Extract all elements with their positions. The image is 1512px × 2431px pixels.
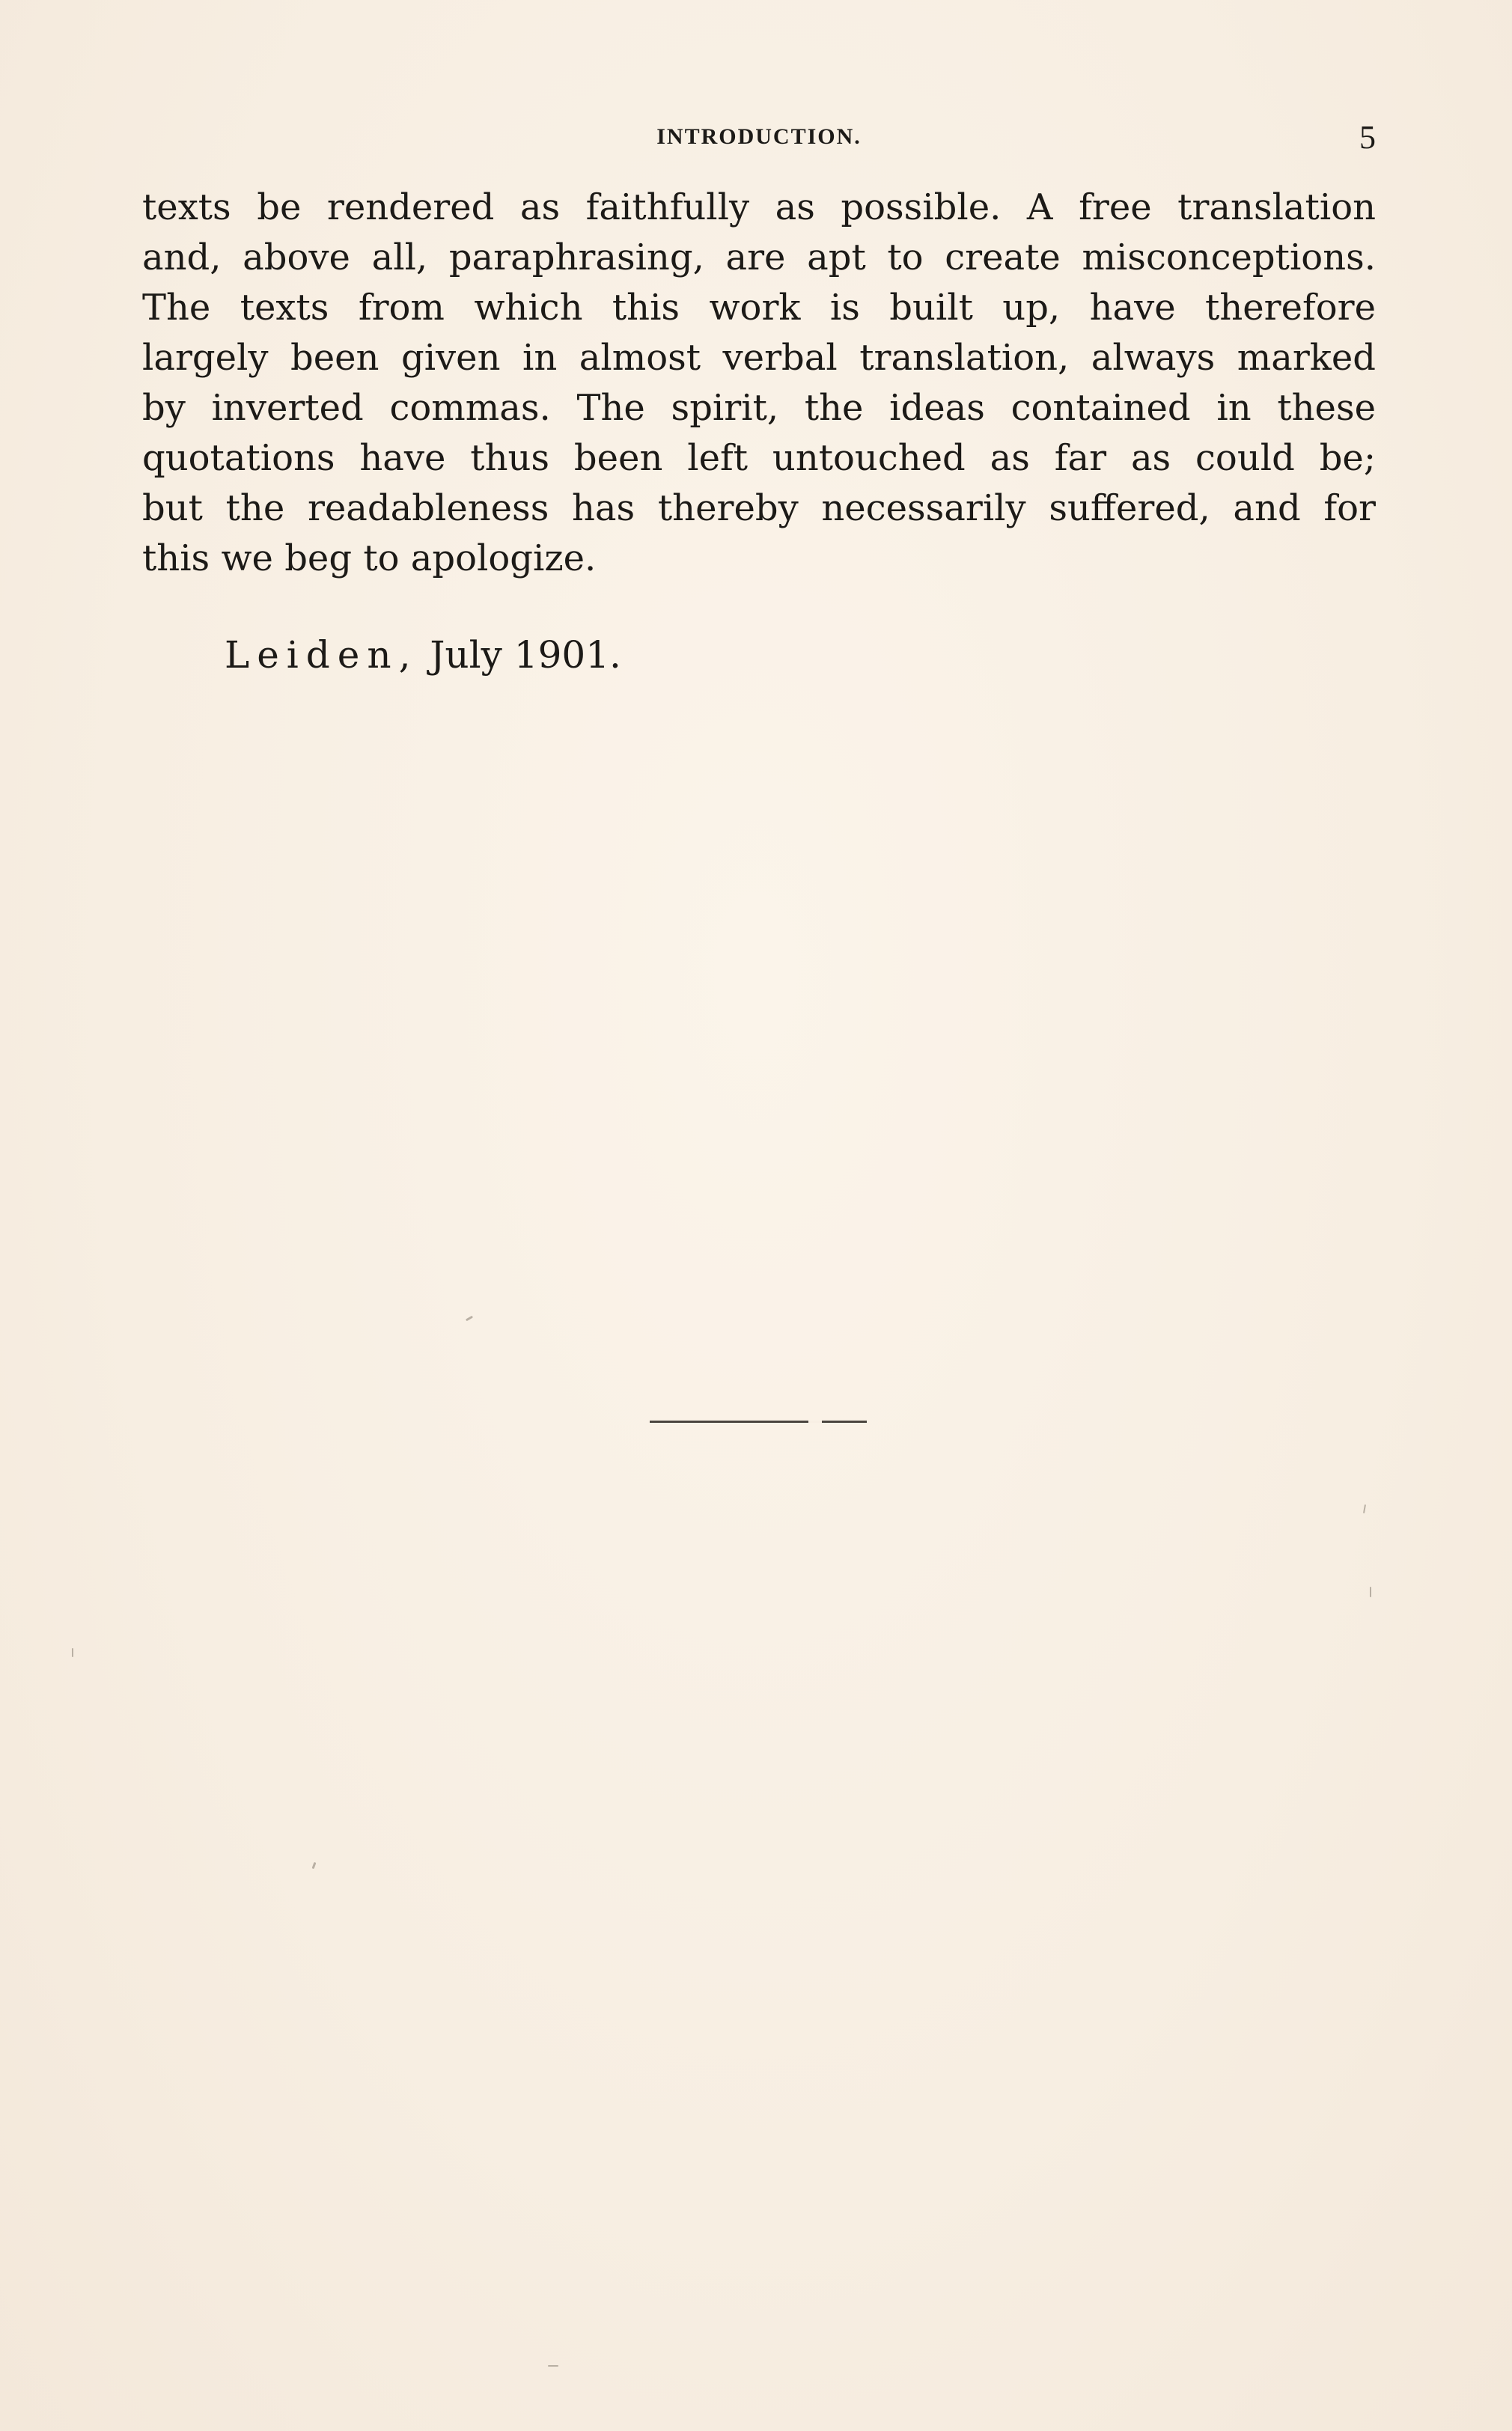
text-line: and, above all, paraphrasing, are apt to create misconceptions. [142, 237, 1376, 278]
paper-speck [312, 1862, 317, 1869]
text-line: this we beg to apologize. [142, 537, 597, 579]
signature-place: Leiden, [225, 633, 418, 677]
signature-date: July 1901. [430, 633, 621, 677]
paper-speck [548, 2365, 558, 2367]
paper-speck [72, 1648, 73, 1657]
running-title: INTRODUCTION. [656, 124, 862, 149]
text-line: largely been given in almost verbal translation, always marked [142, 337, 1376, 379]
place-date-signature [225, 633, 621, 677]
end-rule-divider [650, 1421, 867, 1423]
body-paragraph [142, 183, 1376, 584]
paper-speck [1363, 1504, 1366, 1513]
paper-speck [1370, 1587, 1371, 1597]
text-line: by inverted commas. The spirit, the ideas contained in these [142, 387, 1376, 429]
page-number: 5 [1359, 119, 1376, 156]
paper-speck [466, 1316, 473, 1322]
text-line: quotations have thus been left untouched as far as could be; [142, 437, 1376, 479]
text-line: but the readableness has thereby necessarily suffered, and for [142, 487, 1376, 529]
running-head [142, 118, 1376, 156]
text-line: The texts from which this work is built up, have therefore [142, 287, 1376, 329]
text-line: texts be rendered as faithfully as possible. A free translation [142, 186, 1376, 228]
